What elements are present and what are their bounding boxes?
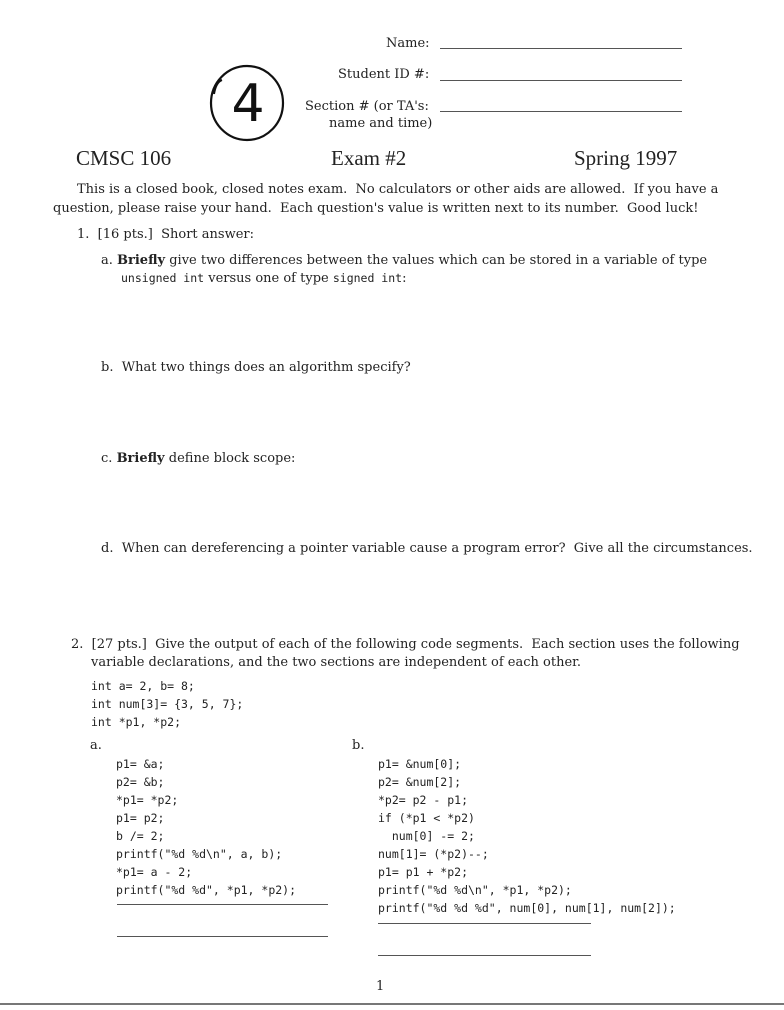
intro-line-1: This is a closed book, closed notes exam. No calculators or other aids are allowed. If you have a: [77, 182, 719, 197]
q1c: c. Briefly define block scope:: [101, 451, 296, 466]
q2a-answer-line-1[interactable]: [117, 904, 328, 905]
q2b-label: b.: [352, 738, 365, 753]
q2a-answer-line-2[interactable]: [117, 936, 328, 937]
q2-line1: 2. [27 pts.] Give the output of each of the following code segments. Each section uses the following: [71, 637, 740, 652]
section-label-line1: Section # (or TA's:: [305, 99, 429, 114]
q2-line2: variable declarations, and the two sections are independent of each other.: [91, 655, 582, 670]
name-field-line[interactable]: [440, 48, 682, 49]
q1b: b. What two things does an algorithm specify?: [101, 360, 411, 375]
intro-line-2: question, please raise your hand. Each question's value is written next to its number. Good luck!: [53, 201, 699, 216]
section-label-line2: name and time): [329, 116, 433, 131]
circled-number-text: 4: [231, 74, 265, 134]
name-label: Name:: [386, 36, 430, 51]
student-id-field-line[interactable]: [440, 80, 682, 81]
q2a-code: p1= &a; p2= &b; *p1= *p2; p1= p2; b /= 2; printf("%d %d\n", a, b); *p1= a - 2; printf("%d %d", *p1, *p2);: [116, 757, 297, 897]
section-field-line[interactable]: [440, 111, 682, 112]
exam-title: Exam #2: [331, 146, 407, 170]
q1a-line2: unsigned int versus one of type signed int:: [121, 271, 407, 286]
q2a-label: a.: [90, 738, 102, 753]
q1a-line1: a. Briefly give two differences between the values which can be stored in a variable of type: [101, 253, 708, 268]
course-title: CMSC 106: [76, 146, 172, 170]
page-number: 1: [376, 979, 385, 994]
q2b-answer-line-2[interactable]: [378, 955, 591, 956]
q2b-code: p1= &num[0]; p2= &num[2]; *p2= p2 - p1; if (*p1 < *p2) num[0] -= 2; num[1]= (*p2)--; p1= p1 + *p2; printf("%d %d\n", *p1, *p2); printf("%d %d %d", num[0], num[1], num[2]);: [378, 757, 676, 915]
q1d: d. When can dereferencing a pointer variable cause a program error? Give all the circumstances.: [101, 541, 753, 556]
scan-bottom-edge: [0, 1003, 784, 1005]
q1-heading: 1. [16 pts.] Short answer:: [77, 227, 254, 242]
q2-declarations: int a= 2, b= 8; int num[3]= {3, 5, 7}; int *p1, *p2;: [91, 679, 244, 729]
term-title: Spring 1997: [574, 146, 678, 170]
q2b-answer-line-1[interactable]: [378, 923, 591, 924]
circled-number-mark: [204, 62, 292, 146]
student-id-label: Student ID #:: [338, 67, 430, 82]
